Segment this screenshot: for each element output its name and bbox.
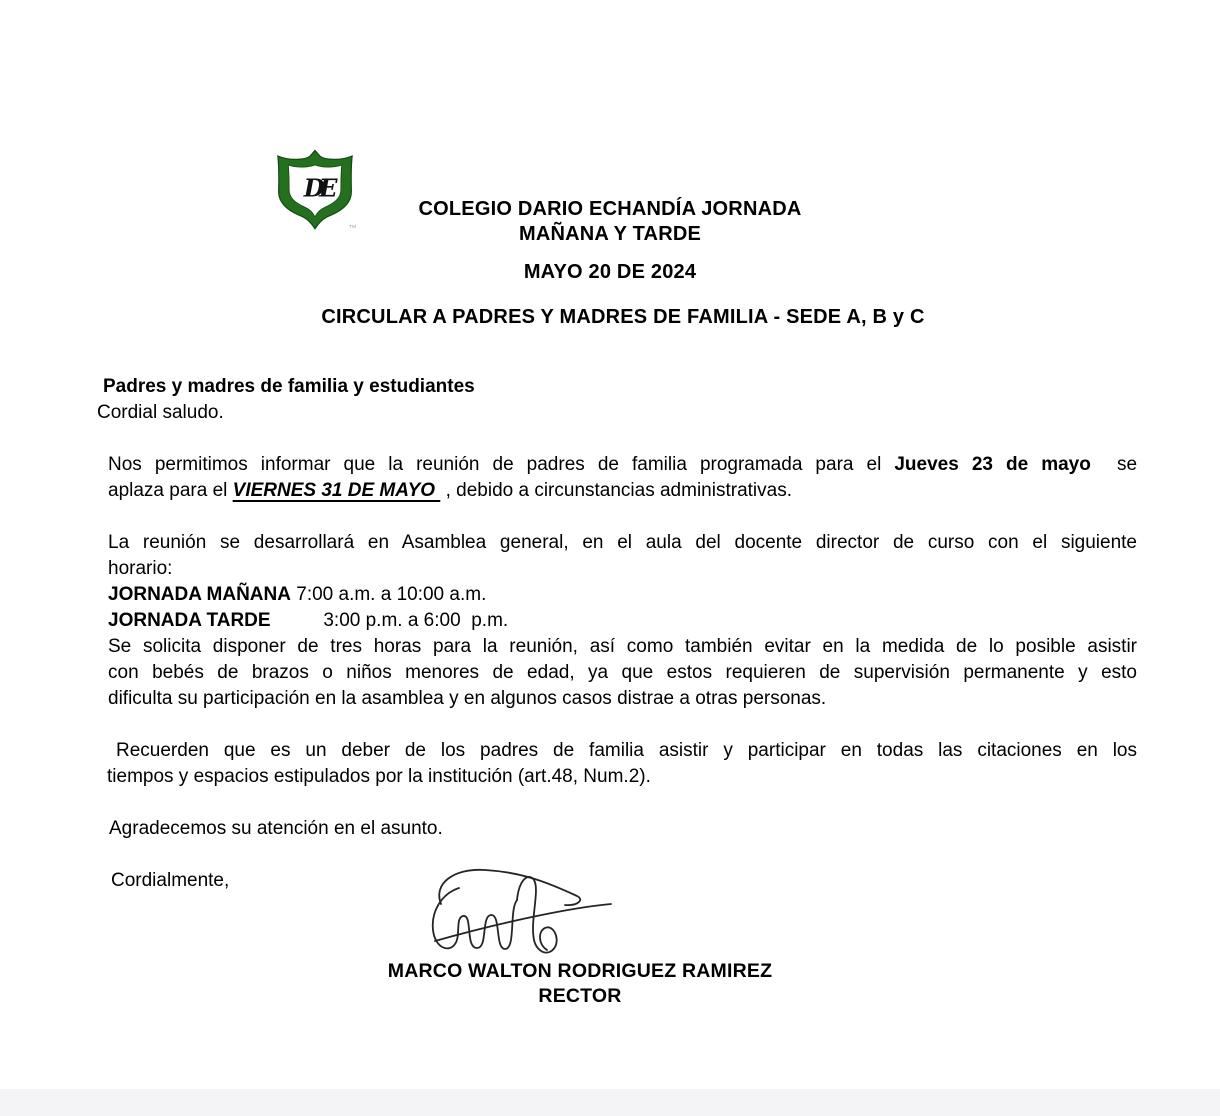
- text-line: [97, 816, 1137, 842]
- text-segment: Se solicita disponer de tres horas para la reunión, así como también evitar en la medida de lo posible asistir: [108, 636, 1137, 657]
- emphasized-text: Jueves 23 de mayo: [894, 454, 1091, 475]
- text-line: [97, 478, 1137, 504]
- text-segment: Cordialmente,: [111, 870, 230, 891]
- crest-trademark: TM: [349, 224, 357, 230]
- signature-image: [425, 860, 620, 970]
- school-name-line2: MAÑANA Y TARDE: [518, 223, 702, 245]
- emphasized-text: VIERNES 31 DE MAYO: [232, 480, 441, 501]
- text-segment: Recuerden que es un deber de los padres de familia asistir y participar en todas las citaciones en los: [116, 740, 1137, 761]
- signatory-block: [380, 959, 780, 1008]
- paragraph: [97, 530, 1137, 712]
- emphasized-text: JORNADA MAÑANA: [108, 584, 291, 605]
- text-segment: con bebés de brazos o niños menores de edad, ya que estos requieren de supervisión permanente y esto: [108, 662, 1137, 683]
- text-line: [97, 738, 1137, 764]
- body-text: [97, 374, 1137, 894]
- text-line: [97, 452, 1137, 478]
- text-segment: dificulta su participación en la asamblea y en algunos casos distrae a otras personas.: [108, 688, 827, 709]
- text-line: [97, 556, 1137, 582]
- text-line: [97, 608, 1137, 634]
- signatory-title: RECTOR: [538, 984, 622, 1007]
- emphasized-text: JORNADA TARDE: [108, 610, 271, 631]
- text-segment: horario:: [108, 558, 173, 579]
- text-segment: , debido a circunstancias administrativas.: [440, 480, 792, 501]
- paragraph: [97, 374, 1137, 426]
- text-segment: La reunión se desarrollará en Asamblea general, en el aula del docente director de curso con el siguiente: [108, 532, 1137, 553]
- emphasized-text: Padres y madres de familia y estudiantes: [103, 376, 475, 397]
- text-segment: tiempos y espacios estipulados por la institución (art.48, Num.2).: [107, 766, 651, 787]
- document-subject: CIRCULAR A PADRES Y MADRES DE FAMILIA - SEDE A, B y C: [321, 306, 925, 328]
- school-name-title: [0, 197, 1220, 247]
- text-line: [97, 530, 1137, 556]
- text-line: [97, 660, 1137, 686]
- paragraph: [97, 452, 1137, 504]
- text-segment: Cordial saludo.: [97, 402, 224, 423]
- text-segment: Nos permitimos informar que la reunión de padres de familia programada para el: [108, 454, 895, 475]
- paragraph: [97, 738, 1137, 790]
- text-line: [97, 582, 1137, 608]
- text-line: [97, 634, 1137, 660]
- signatory-name: MARCO WALTON RODRIGUEZ RAMIREZ: [387, 960, 773, 982]
- text-segment: Agradecemos su atención en el asunto.: [109, 818, 443, 839]
- text-segment: se: [1090, 454, 1138, 475]
- text-segment: 7:00 a.m. a 10:00 a.m.: [290, 584, 487, 605]
- paragraph: [97, 816, 1137, 842]
- text-line: [97, 686, 1137, 712]
- text-line: [97, 374, 1137, 400]
- text-line: [97, 400, 1137, 426]
- crest-monogram: DE: [303, 173, 332, 203]
- document-date: MAYO 20 DE 2024: [523, 261, 697, 283]
- text-line: [97, 764, 1137, 790]
- text-segment: 3:00 p.m. a 6:00 p.m.: [270, 610, 509, 631]
- school-name-line1: COLEGIO DARIO ECHANDÍA JORNADA: [418, 198, 802, 220]
- footer-bar: [0, 1089, 1220, 1116]
- text-segment: aplaza para el: [108, 480, 233, 501]
